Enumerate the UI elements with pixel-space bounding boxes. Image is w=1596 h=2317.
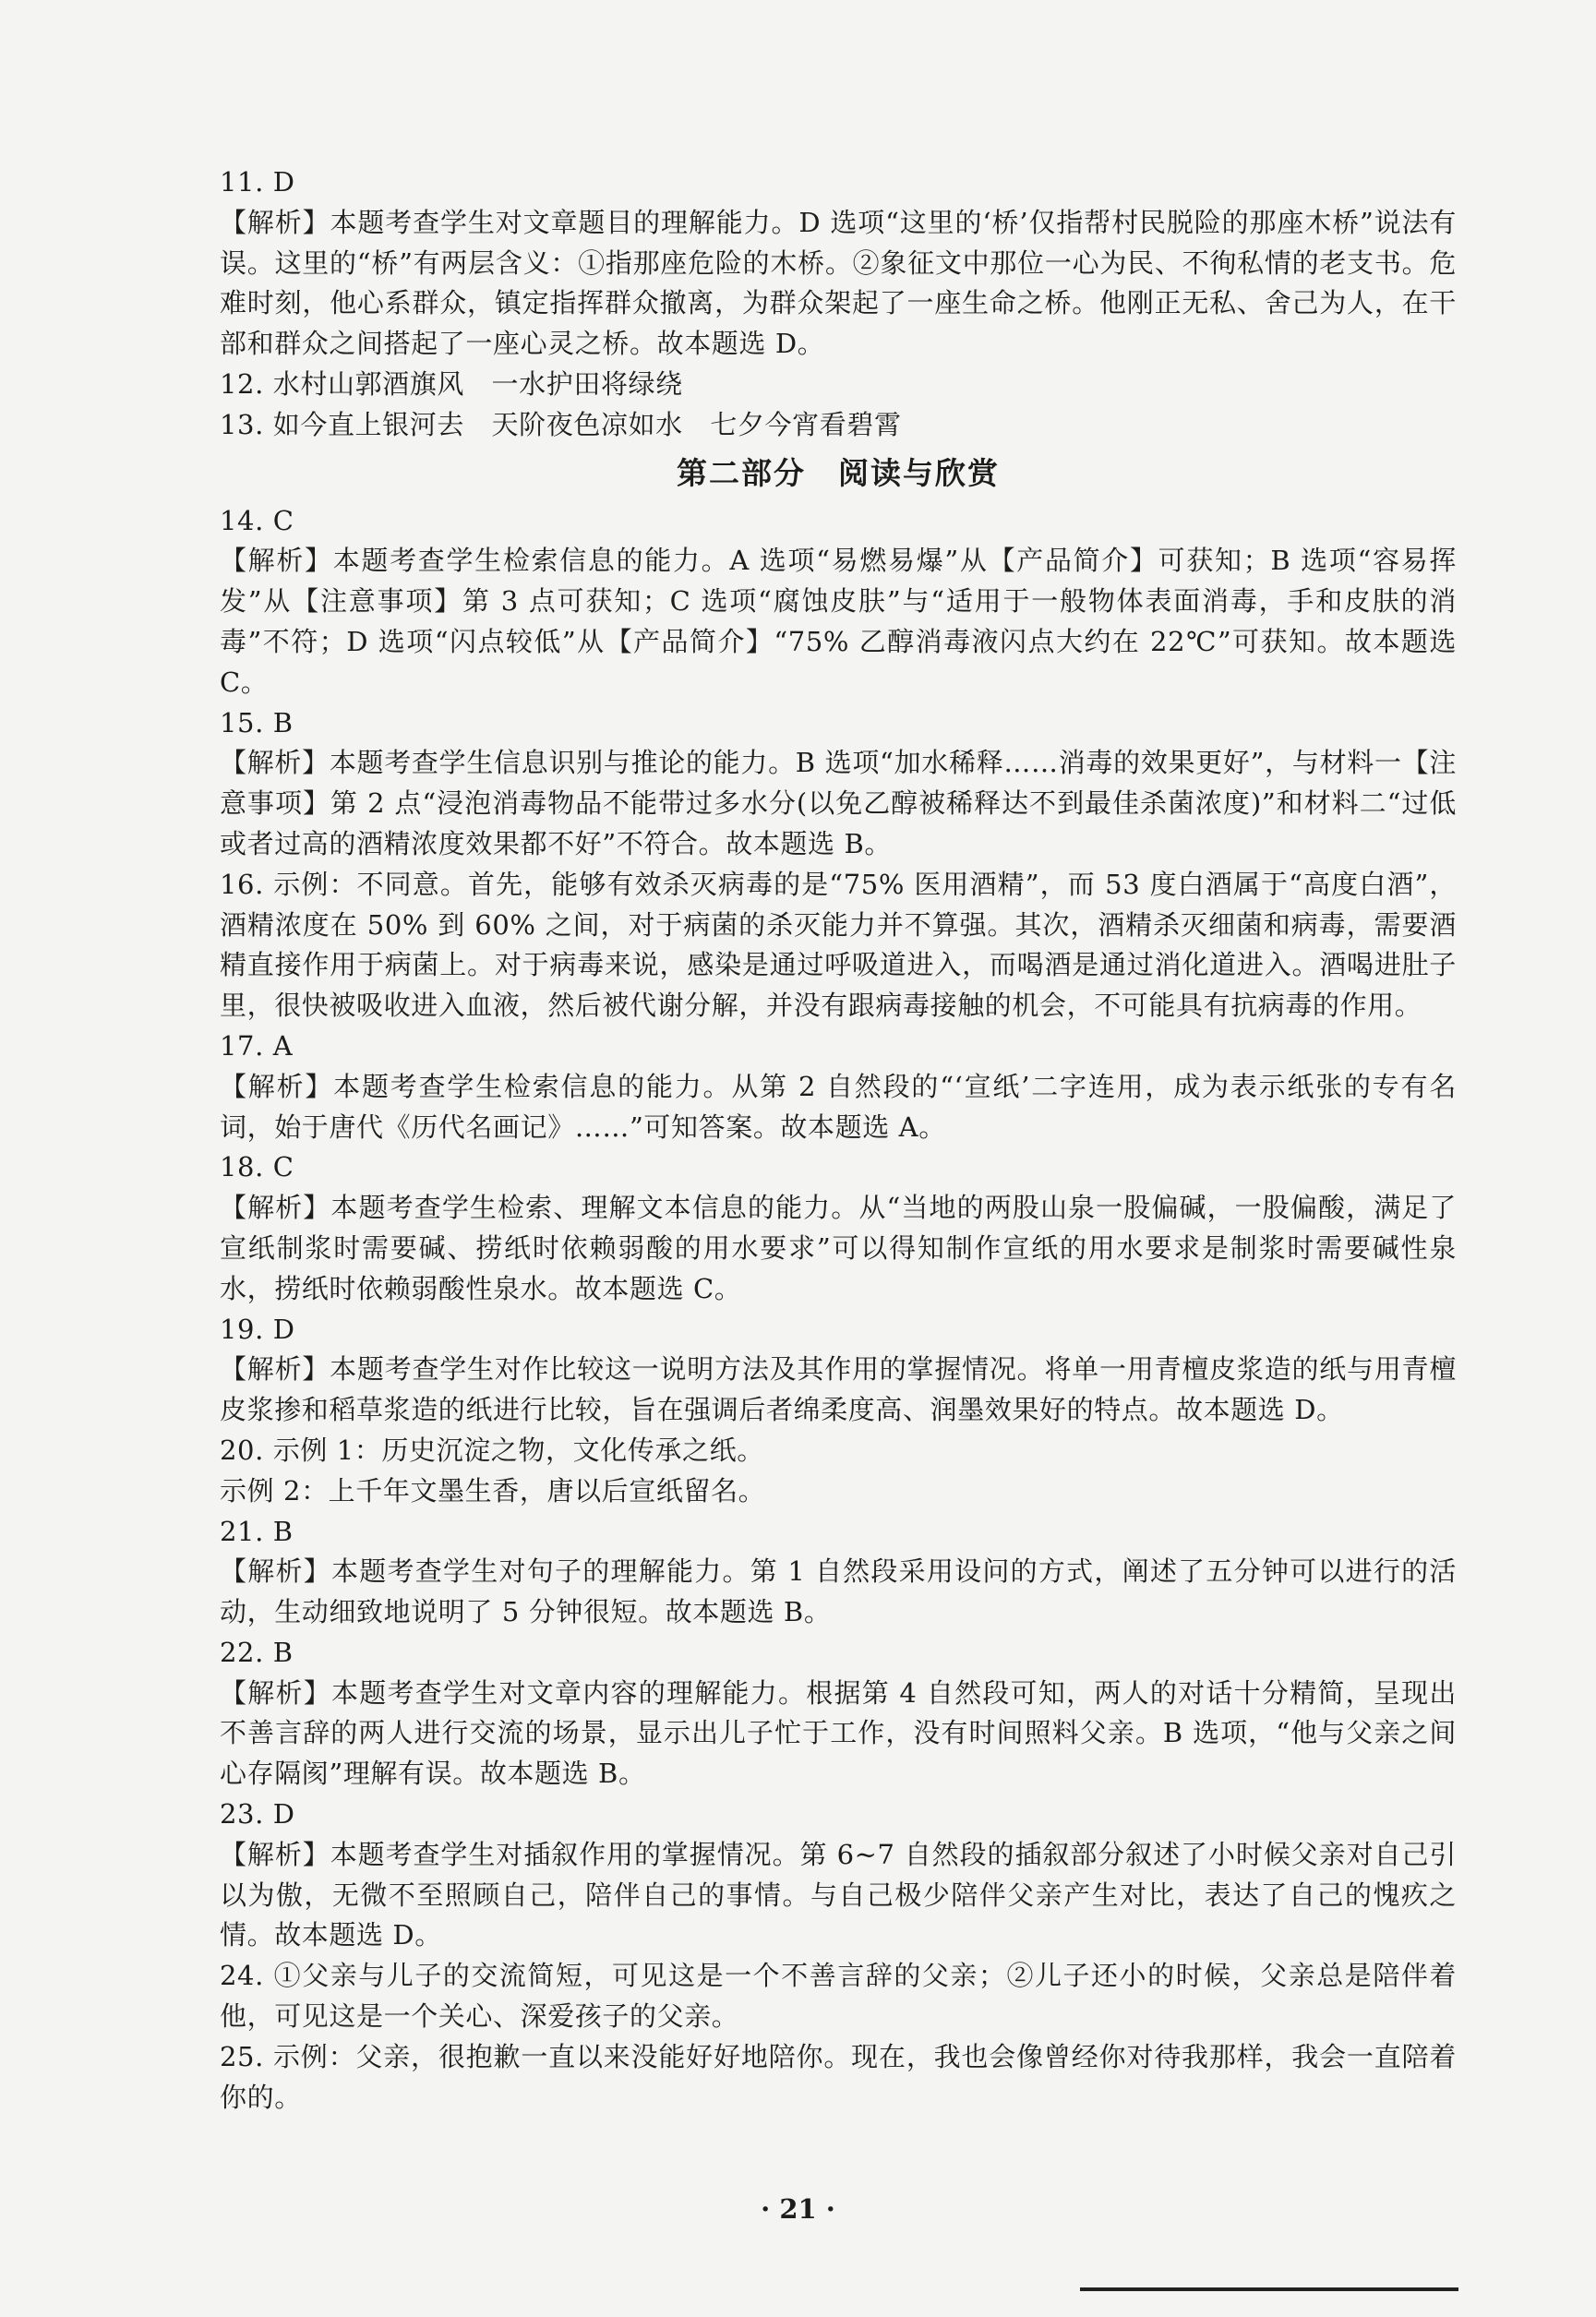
text-paragraph: 14. C	[220, 504, 294, 536]
document-body	[220, 162, 1457, 2118]
text-paragraph: 【解析】本题考查学生对文章题目的理解能力。D 选项“这里的‘桥’仅指帮村民脱险的那座木桥”说法有误。这里的“桥”有两层含义：①指那座危险的木桥。②象征文中那位一心为民、不徇私情的老支书。危难时刻，他心系群众，镇定指挥群众撤离，为群众架起了一座生命之桥。他刚正无私、舍己为人，在干部和群众之间搭起了一座心灵之桥。故本题选 D。	[220, 206, 1457, 360]
text-paragraph: 示例 2：上千年文墨生香，唐以后宣纸留名。	[220, 1474, 766, 1507]
text-paragraph: 18. C	[220, 1151, 294, 1183]
text-paragraph: 【解析】本题考查学生信息识别与推论的能力。B 选项“加水稀释……消毒的效果更好”，与材料一【注意事项】第 2 点“浸泡消毒物品不能带过多水分(以免乙醇被稀释达不到最佳杀菌浓度)”和材料二“过低或者过高的酒精浓度效果都不好”不符合。故本题选 B。	[220, 747, 1457, 859]
text-paragraph: 22. B	[220, 1636, 294, 1668]
text-paragraph: 25. 示例：父亲，很抱歉一直以来没能好好地陪你。现在，我也会像曾经你对待我那样，我会一直陪着你的。	[220, 2040, 1457, 2113]
text-paragraph: 21. B	[220, 1515, 294, 1547]
text-paragraph: 【解析】本题考查学生检索信息的能力。从第 2 自然段的“‘宣纸’二字连用，成为表示纸张的专有名词，始于唐代《历代名画记》……”可知答案。故本题选 A。	[220, 1070, 1457, 1143]
text-paragraph: 19. D	[220, 1313, 295, 1345]
page-number: · 21 ·	[761, 2193, 835, 2225]
text-paragraph: 【解析】本题考查学生对文章内容的理解能力。根据第 4 自然段可知，两人的对话十分精简，呈现出不善言辞的两人进行交流的场景，显示出儿子忙于工作，没有时间照料父亲。B 选项，“他与父亲之间心存隔阂”理解有误。故本题选 B。	[220, 1676, 1457, 1790]
text-paragraph: 13. 如今直上银河去 天阶夜色凉如水 七夕今宵看碧霄	[220, 408, 902, 440]
text-paragraph: 【解析】本题考查学生检索、理解文本信息的能力。从“当地的两股山泉一股偏碱，一股偏酸，满足了宣纸制浆时需要碱、捞纸时依赖弱酸的用水要求”可以得知制作宣纸的用水要求是制浆时需要碱性泉水，捞纸时依赖弱酸性泉水。故本题选 C。	[220, 1192, 1457, 1304]
text-paragraph: 【解析】本题考查学生对句子的理解能力。第 1 自然段采用设问的方式，阐述了五分钟可以进行的活动，生动细致地说明了 5 分钟很短。故本题选 B。	[220, 1555, 1457, 1628]
text-paragraph: 15. B	[220, 706, 294, 738]
text-paragraph: 11. D	[220, 166, 295, 198]
text-paragraph: 16. 示例：不同意。首先，能够有效杀灭病毒的是“75% 医用酒精”，而 53 度白酒属于“高度白酒”，酒精浓度在 50% 到 60% 之间，对于病菌的杀灭能力并不算强。其次，酒精杀灭细菌和病毒，需要酒精直接作用于病菌上。对于病毒来说，感染是通过呼吸道进入，而喝酒是通过消化道进入。酒喝进肚子里，很快被吸收进入血液，然后被代谢分解，并没有跟病毒接触的机会，不可能具有抗病毒的作用。	[220, 868, 1457, 1022]
text-paragraph: 24. ①父亲与儿子的交流简短，可见这是一个不善言辞的父亲；②儿子还小的时候，父亲总是陪伴着他，可见这是一个关心、深爱孩子的父亲。	[220, 1960, 1457, 2033]
text-paragraph: 17. A	[220, 1029, 294, 1062]
text-paragraph: 【解析】本题考查学生对插叙作用的掌握情况。第 6~7 自然段的插叙部分叙述了小时候父亲对自己引以为傲，无微不至照顾自己，陪伴自己的事情。与自己极少陪伴父亲产生对比，表达了自己的愧疚之情。故本题选 D。	[220, 1838, 1457, 1951]
text-paragraph: 12. 水村山郭酒旗风 一水护田将绿绕	[220, 367, 683, 400]
footer-rule	[1080, 2287, 1458, 2291]
text-paragraph: 【解析】本题考查学生检索信息的能力。A 选项“易燃易爆”从【产品简介】可获知；B 选项“容易挥发”从【注意事项】第 3 点可获知；C 选项“腐蚀皮肤”与“适用于一般物体表面消毒，手和皮肤的消毒”不符；D 选项“闪点较低”从【产品简介】“75% 乙醇消毒液闪点大约在 22℃”可获知。故本题选 C。	[220, 545, 1457, 698]
section-title: 第二部分 阅读与欣赏	[677, 454, 1000, 491]
text-paragraph: 20. 示例 1：历史沉淀之物，文化传承之纸。	[220, 1434, 764, 1466]
text-paragraph: 【解析】本题考查学生对作比较这一说明方法及其作用的掌握情况。将单一用青檀皮浆造的纸与用青檀皮浆掺和稻草浆造的纸进行比较，旨在强调后者绵柔度高、润墨效果好的特点。故本题选 D。	[220, 1353, 1457, 1426]
text-paragraph: 23. D	[220, 1798, 295, 1831]
